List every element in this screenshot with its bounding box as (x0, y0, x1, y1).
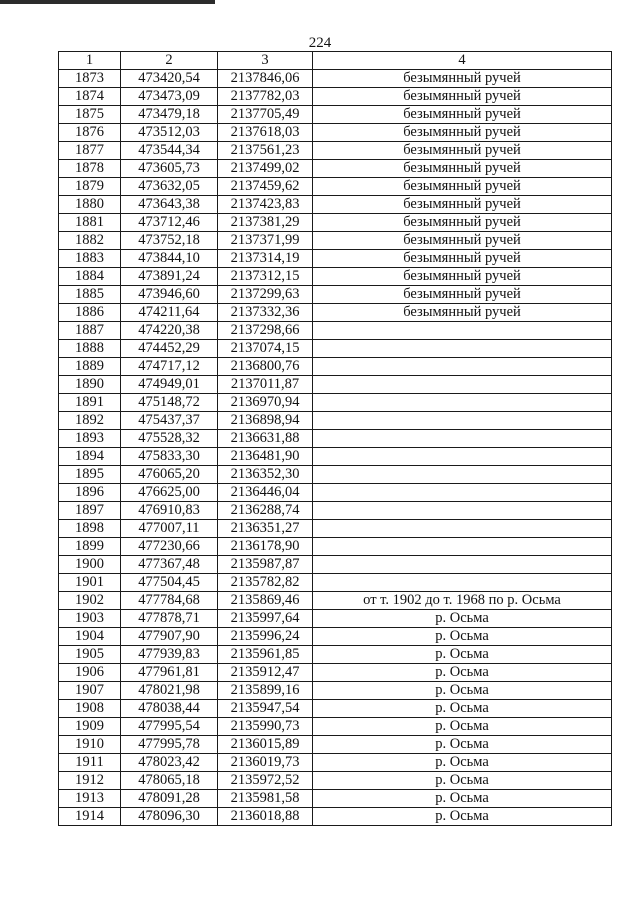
point-number-cell: 1909 (59, 718, 121, 736)
description-cell (313, 340, 612, 358)
x-coordinate-cell: 473479,18 (121, 106, 218, 124)
y-coordinate-cell: 2136970,94 (218, 394, 313, 412)
x-coordinate-cell: 477995,78 (121, 736, 218, 754)
point-number-cell: 1911 (59, 754, 121, 772)
x-coordinate-cell: 476625,00 (121, 484, 218, 502)
table-row (59, 304, 612, 322)
point-number-cell: 1886 (59, 304, 121, 322)
y-coordinate-cell: 2137371,99 (218, 232, 313, 250)
y-coordinate-cell: 2137299,63 (218, 286, 313, 304)
point-number-cell: 1893 (59, 430, 121, 448)
column-header-x: 2 (121, 52, 218, 70)
point-number-cell: 1881 (59, 214, 121, 232)
description-cell (313, 322, 612, 340)
description-cell: р. Осьма (313, 808, 612, 826)
point-number-cell: 1873 (59, 70, 121, 88)
y-coordinate-cell: 2135961,85 (218, 646, 313, 664)
description-cell: безымянный ручей (313, 124, 612, 142)
x-coordinate-cell: 478023,42 (121, 754, 218, 772)
point-number-cell: 1891 (59, 394, 121, 412)
table-body (59, 70, 612, 826)
table-row (59, 106, 612, 124)
point-number-cell: 1884 (59, 268, 121, 286)
y-coordinate-cell: 2137423,83 (218, 196, 313, 214)
description-cell: р. Осьма (313, 790, 612, 808)
table-row (59, 286, 612, 304)
table-row (59, 70, 612, 88)
description-cell: р. Осьма (313, 664, 612, 682)
x-coordinate-cell: 473632,05 (121, 178, 218, 196)
table-row (59, 142, 612, 160)
description-cell: безымянный ручей (313, 106, 612, 124)
table-row (59, 628, 612, 646)
point-number-cell: 1908 (59, 700, 121, 718)
y-coordinate-cell: 2135947,54 (218, 700, 313, 718)
description-cell: безымянный ручей (313, 286, 612, 304)
point-number-cell: 1889 (59, 358, 121, 376)
x-coordinate-cell: 475528,32 (121, 430, 218, 448)
table-row (59, 754, 612, 772)
table-row (59, 718, 612, 736)
scan-edge-mark (0, 0, 215, 4)
table-row (59, 412, 612, 430)
x-coordinate-cell: 473946,60 (121, 286, 218, 304)
description-cell (313, 484, 612, 502)
x-coordinate-cell: 474717,12 (121, 358, 218, 376)
x-coordinate-cell: 477939,83 (121, 646, 218, 664)
table-row (59, 160, 612, 178)
y-coordinate-cell: 2136631,88 (218, 430, 313, 448)
description-cell (313, 574, 612, 592)
table-row (59, 232, 612, 250)
table-row (59, 448, 612, 466)
table-row (59, 538, 612, 556)
x-coordinate-cell: 473712,46 (121, 214, 218, 232)
table-row (59, 322, 612, 340)
description-cell: безымянный ручей (313, 304, 612, 322)
y-coordinate-cell: 2135869,46 (218, 592, 313, 610)
x-coordinate-cell: 478091,28 (121, 790, 218, 808)
y-coordinate-cell: 2137459,62 (218, 178, 313, 196)
description-cell: р. Осьма (313, 682, 612, 700)
x-coordinate-cell: 477504,45 (121, 574, 218, 592)
table-row (59, 772, 612, 790)
y-coordinate-cell: 2136481,90 (218, 448, 313, 466)
description-cell: р. Осьма (313, 646, 612, 664)
x-coordinate-cell: 474211,64 (121, 304, 218, 322)
y-coordinate-cell: 2136015,89 (218, 736, 313, 754)
description-cell: безымянный ручей (313, 142, 612, 160)
description-cell (313, 376, 612, 394)
y-coordinate-cell: 2135996,24 (218, 628, 313, 646)
point-number-cell: 1900 (59, 556, 121, 574)
x-coordinate-cell: 474949,01 (121, 376, 218, 394)
description-cell: р. Осьма (313, 754, 612, 772)
table-row (59, 664, 612, 682)
y-coordinate-cell: 2137561,23 (218, 142, 313, 160)
point-number-cell: 1883 (59, 250, 121, 268)
x-coordinate-cell: 477878,71 (121, 610, 218, 628)
x-coordinate-cell: 475833,30 (121, 448, 218, 466)
point-number-cell: 1914 (59, 808, 121, 826)
y-coordinate-cell: 2135990,73 (218, 718, 313, 736)
x-coordinate-cell: 473643,38 (121, 196, 218, 214)
table-row (59, 646, 612, 664)
y-coordinate-cell: 2137312,15 (218, 268, 313, 286)
point-number-cell: 1905 (59, 646, 121, 664)
table-row (59, 124, 612, 142)
point-number-cell: 1878 (59, 160, 121, 178)
y-coordinate-cell: 2136898,94 (218, 412, 313, 430)
point-number-cell: 1898 (59, 520, 121, 538)
x-coordinate-cell: 473605,73 (121, 160, 218, 178)
table-row (59, 214, 612, 232)
page-number: 224 (308, 35, 332, 51)
table-row (59, 376, 612, 394)
x-coordinate-cell: 474452,29 (121, 340, 218, 358)
x-coordinate-cell: 477784,68 (121, 592, 218, 610)
description-cell: от т. 1902 до т. 1968 по р. Осьма (313, 592, 612, 610)
table-row (59, 196, 612, 214)
point-number-cell: 1882 (59, 232, 121, 250)
description-cell (313, 394, 612, 412)
point-number-cell: 1895 (59, 466, 121, 484)
description-cell (313, 556, 612, 574)
y-coordinate-cell: 2136288,74 (218, 502, 313, 520)
table-row (59, 610, 612, 628)
column-header-y: 3 (218, 52, 313, 70)
y-coordinate-cell: 2137298,66 (218, 322, 313, 340)
description-cell: безымянный ручей (313, 196, 612, 214)
x-coordinate-cell: 477907,90 (121, 628, 218, 646)
x-coordinate-cell: 476910,83 (121, 502, 218, 520)
point-number-cell: 1903 (59, 610, 121, 628)
table-row (59, 682, 612, 700)
table-row (59, 502, 612, 520)
table-header-row (59, 52, 612, 70)
description-cell: р. Осьма (313, 700, 612, 718)
y-coordinate-cell: 2137782,03 (218, 88, 313, 106)
table-row (59, 466, 612, 484)
point-number-cell: 1912 (59, 772, 121, 790)
y-coordinate-cell: 2136800,76 (218, 358, 313, 376)
description-cell: безымянный ручей (313, 214, 612, 232)
point-number-cell: 1894 (59, 448, 121, 466)
y-coordinate-cell: 2137705,49 (218, 106, 313, 124)
table-row (59, 790, 612, 808)
point-number-cell: 1880 (59, 196, 121, 214)
y-coordinate-cell: 2137074,15 (218, 340, 313, 358)
y-coordinate-cell: 2137618,03 (218, 124, 313, 142)
x-coordinate-cell: 477007,11 (121, 520, 218, 538)
x-coordinate-cell: 473891,24 (121, 268, 218, 286)
y-coordinate-cell: 2135899,16 (218, 682, 313, 700)
point-number-cell: 1875 (59, 106, 121, 124)
point-number-cell: 1896 (59, 484, 121, 502)
description-cell: безымянный ручей (313, 232, 612, 250)
y-coordinate-cell: 2136446,04 (218, 484, 313, 502)
column-header-description: 4 (313, 52, 612, 70)
description-cell: безымянный ручей (313, 178, 612, 196)
description-cell (313, 520, 612, 538)
x-coordinate-cell: 475148,72 (121, 394, 218, 412)
point-number-cell: 1876 (59, 124, 121, 142)
point-number-cell: 1897 (59, 502, 121, 520)
table-row (59, 358, 612, 376)
description-cell: безымянный ручей (313, 268, 612, 286)
y-coordinate-cell: 2136019,73 (218, 754, 313, 772)
description-cell (313, 502, 612, 520)
point-number-cell: 1913 (59, 790, 121, 808)
y-coordinate-cell: 2136351,27 (218, 520, 313, 538)
table-row (59, 592, 612, 610)
y-coordinate-cell: 2137499,02 (218, 160, 313, 178)
table-row (59, 808, 612, 826)
y-coordinate-cell: 2135972,52 (218, 772, 313, 790)
point-number-cell: 1906 (59, 664, 121, 682)
description-cell: р. Осьма (313, 736, 612, 754)
y-coordinate-cell: 2135987,87 (218, 556, 313, 574)
description-cell: р. Осьма (313, 772, 612, 790)
y-coordinate-cell: 2135912,47 (218, 664, 313, 682)
description-cell (313, 538, 612, 556)
coordinates-table (58, 51, 612, 826)
table-row (59, 736, 612, 754)
table-row (59, 430, 612, 448)
x-coordinate-cell: 473512,03 (121, 124, 218, 142)
x-coordinate-cell: 478096,30 (121, 808, 218, 826)
point-number-cell: 1877 (59, 142, 121, 160)
description-cell (313, 466, 612, 484)
y-coordinate-cell: 2135782,82 (218, 574, 313, 592)
x-coordinate-cell: 475437,37 (121, 412, 218, 430)
table-row (59, 88, 612, 106)
y-coordinate-cell: 2137332,36 (218, 304, 313, 322)
table-row (59, 520, 612, 538)
x-coordinate-cell: 473544,34 (121, 142, 218, 160)
x-coordinate-cell: 473420,54 (121, 70, 218, 88)
point-number-cell: 1892 (59, 412, 121, 430)
table-row (59, 340, 612, 358)
point-number-cell: 1879 (59, 178, 121, 196)
table-row (59, 178, 612, 196)
x-coordinate-cell: 473473,09 (121, 88, 218, 106)
x-coordinate-cell: 477995,54 (121, 718, 218, 736)
point-number-cell: 1885 (59, 286, 121, 304)
x-coordinate-cell: 478038,44 (121, 700, 218, 718)
table-row (59, 484, 612, 502)
point-number-cell: 1899 (59, 538, 121, 556)
column-header-point: 1 (59, 52, 121, 70)
point-number-cell: 1910 (59, 736, 121, 754)
table-row (59, 574, 612, 592)
point-number-cell: 1890 (59, 376, 121, 394)
point-number-cell: 1902 (59, 592, 121, 610)
x-coordinate-cell: 477961,81 (121, 664, 218, 682)
description-cell (313, 430, 612, 448)
description-cell (313, 448, 612, 466)
x-coordinate-cell: 473844,10 (121, 250, 218, 268)
point-number-cell: 1904 (59, 628, 121, 646)
y-coordinate-cell: 2135997,64 (218, 610, 313, 628)
x-coordinate-cell: 477367,48 (121, 556, 218, 574)
y-coordinate-cell: 2136178,90 (218, 538, 313, 556)
table-row (59, 556, 612, 574)
table-row (59, 700, 612, 718)
y-coordinate-cell: 2137314,19 (218, 250, 313, 268)
x-coordinate-cell: 477230,66 (121, 538, 218, 556)
point-number-cell: 1887 (59, 322, 121, 340)
point-number-cell: 1888 (59, 340, 121, 358)
table-row (59, 268, 612, 286)
description-cell: безымянный ручей (313, 160, 612, 178)
description-cell: р. Осьма (313, 718, 612, 736)
x-coordinate-cell: 473752,18 (121, 232, 218, 250)
y-coordinate-cell: 2137846,06 (218, 70, 313, 88)
table-row (59, 250, 612, 268)
description-cell (313, 358, 612, 376)
y-coordinate-cell: 2136352,30 (218, 466, 313, 484)
y-coordinate-cell: 2135981,58 (218, 790, 313, 808)
point-number-cell: 1907 (59, 682, 121, 700)
description-cell: р. Осьма (313, 610, 612, 628)
x-coordinate-cell: 476065,20 (121, 466, 218, 484)
x-coordinate-cell: 478021,98 (121, 682, 218, 700)
description-cell: р. Осьма (313, 628, 612, 646)
y-coordinate-cell: 2136018,88 (218, 808, 313, 826)
table-row (59, 394, 612, 412)
description-cell: безымянный ручей (313, 70, 612, 88)
point-number-cell: 1874 (59, 88, 121, 106)
y-coordinate-cell: 2137381,29 (218, 214, 313, 232)
point-number-cell: 1901 (59, 574, 121, 592)
description-cell: безымянный ручей (313, 250, 612, 268)
x-coordinate-cell: 474220,38 (121, 322, 218, 340)
description-cell (313, 412, 612, 430)
description-cell: безымянный ручей (313, 88, 612, 106)
y-coordinate-cell: 2137011,87 (218, 376, 313, 394)
x-coordinate-cell: 478065,18 (121, 772, 218, 790)
